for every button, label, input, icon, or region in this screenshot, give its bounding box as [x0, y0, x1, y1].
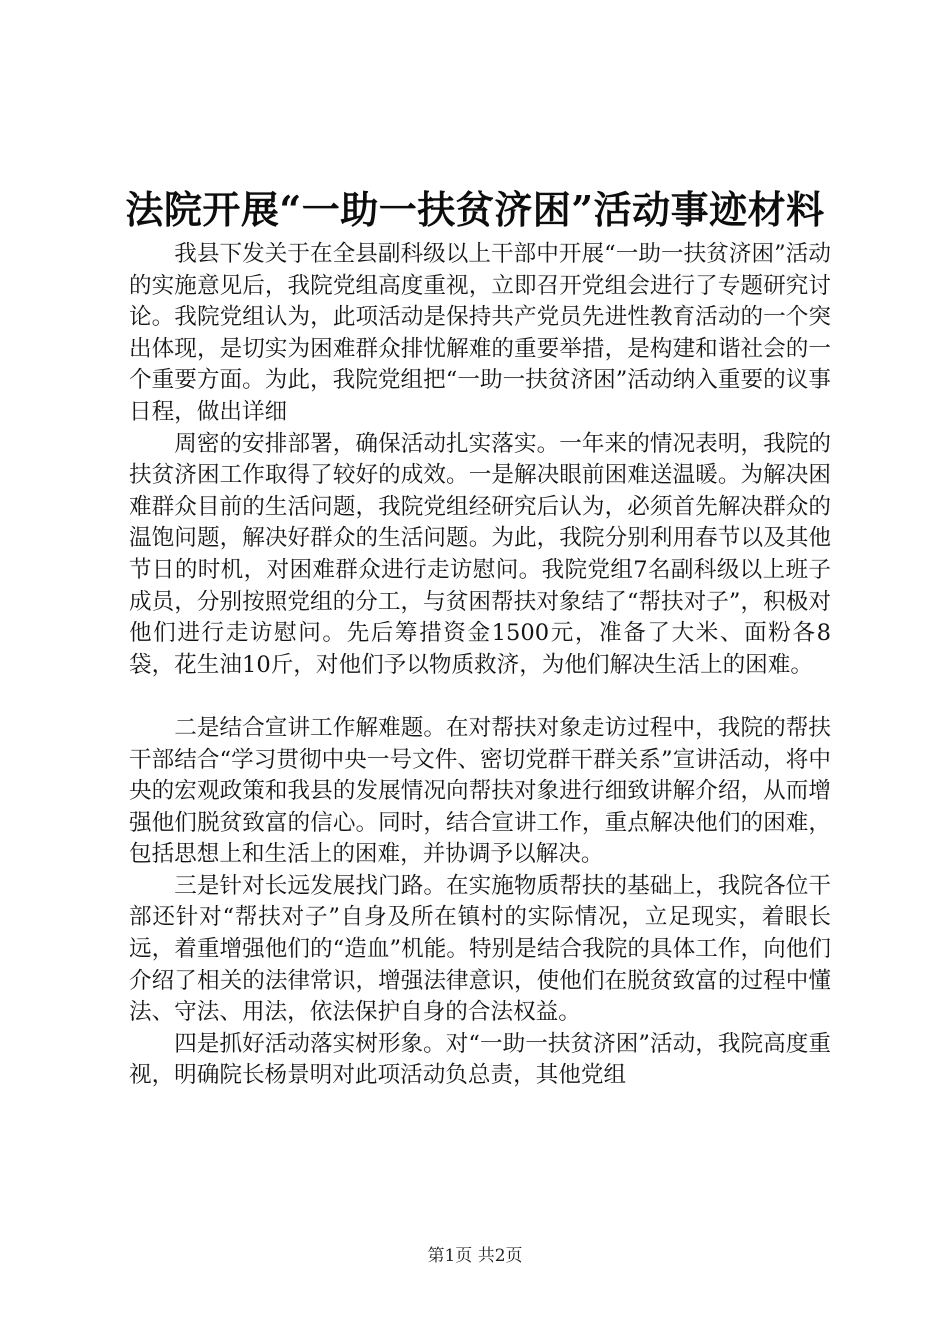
paragraph-third-measure: 三是针对长远发展找门路。在实施物质帮扶的基础上，我院各位干部还针对“帮扶对子”自身及所在镇村的实际情况，立足现实，着眼长远，着重增强他们的“造血”机能。特别是结合我院的具体工作，向他们介绍了相关的法律常识，增强法律意识，使他们在脱贫致富的过程中懂法、守法、用法，依法保护自身的合法权益。 [129, 872, 831, 1026]
paragraph-spacer [129, 681, 831, 713]
document-title: 法院开展“一助一扶贫济困”活动事迹材料 [125, 187, 825, 232]
paragraph-first-measure: 周密的安排部署，确保活动扎实落实。一年来的情况表明，我院的扶贫济困工作取得了较好的成效。一是解决眼前困难送温暖。为解决困难群众目前的生活问题，我院党组经研究后认为，必须首先解决群众的温饱问题，解决好群众的生活问题。为此，我院分别利用春节以及其他节日的时机，对困难群众进行走访慰问。我院党组7名副科级以上班子成员，分别按照党组的分工，与贫困帮扶对象结了“帮扶对子”，积极对他们进行走访慰问。先后筹措资金1500元，准备了大米、面粉各8袋，花生油10斤，对他们予以物质救济，为他们解决生活上的困难。 [129, 430, 831, 678]
paragraph-fourth-measure: 四是抓好活动落实树形象。对“一助一扶贫济困”活动，我院高度重视，明确院长杨景明对此项活动负总责，其他党组 [129, 1030, 831, 1089]
page-number-footer: 第1页 共2页 [427, 1246, 523, 1266]
paragraph-second-measure: 二是结合宣讲工作解难题。在对帮扶对象走访过程中，我院的帮扶干部结合“学习贯彻中央一号文件、密切党群干群关系”宣讲活动，将中央的宏观政策和我县的发展情况向帮扶对象进行细致讲解介绍，从而增强他们脱贫致富的信心。同时，结合宣讲工作，重点解决他们的困难，包括思想上和生活上的困难，并协调予以解决。 [129, 714, 831, 868]
document-body [129, 239, 831, 1092]
paragraph-intro: 我县下发关于在全县副科级以上干部中开展“一助一扶贫济困”活动的实施意见后，我院党组高度重视，立即召开党组会进行了专题研究讨论。我院党组认为，此项活动是保持共产党员先进性教育活动的一个突出体现，是切实为困难群众排忧解难的重要举措，是构建和谐社会的一个重要方面。为此，我院党组把“一助一扶贫济困”活动纳入重要的议事日程，做出详细 [129, 241, 831, 425]
